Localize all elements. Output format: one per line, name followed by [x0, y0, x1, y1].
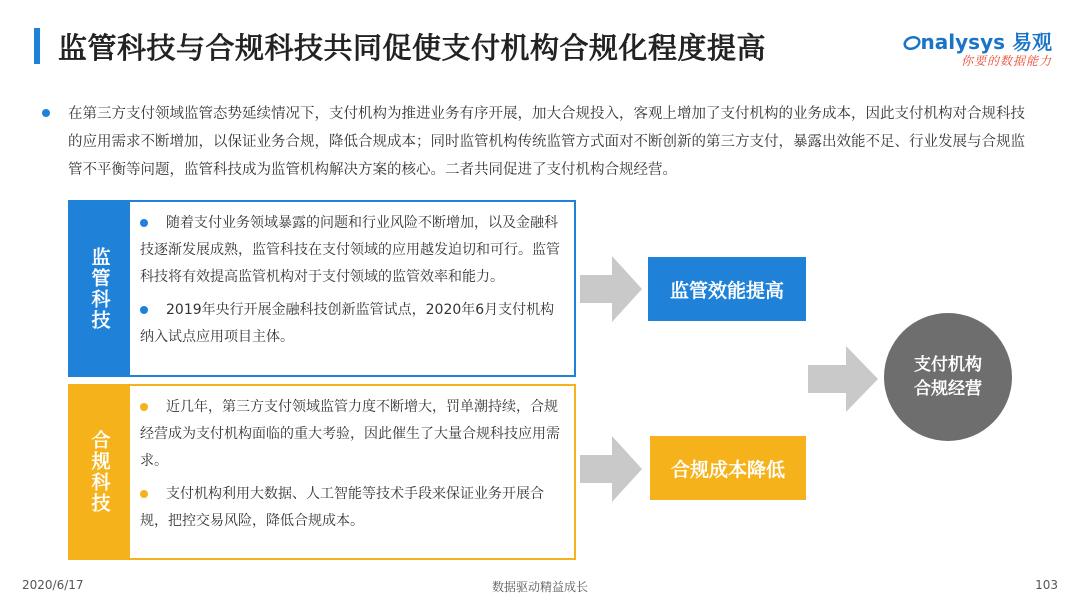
outcome-circle — [884, 313, 1012, 441]
bullet-text: 2019年央行开展金融科技创新监管试点，2020年6月支付机构纳入试点应用项目主体。 — [140, 302, 555, 345]
comptech-label: 合规科技 — [88, 430, 111, 514]
list-item — [140, 481, 562, 535]
list-item — [140, 297, 562, 351]
logo-tagline: 你要的数据能力 — [960, 54, 1052, 68]
regtech-label-panel — [70, 202, 130, 375]
regtech-result: 监管效能提高 — [648, 257, 806, 321]
logo-brand-cn: 易观 — [1012, 30, 1052, 54]
logo-brand: nalysys — [920, 30, 1006, 54]
regtech-label: 监管科技 — [88, 246, 111, 331]
arrow-right-icon — [580, 256, 642, 322]
comptech-result: 合规成本降低 — [650, 436, 806, 500]
regtech-box — [68, 200, 576, 377]
bullet-text: 随着支付业务领域暴露的问题和行业风险不断增加，以及金融科技逐渐发展成熟，监管科技在支付领域的应用越发迫切和可行。监管科技将有效提高监管机构对于支付领域的监管效率和能力。 — [140, 215, 560, 285]
bullet-dot-icon — [140, 490, 148, 498]
comptech-bullets — [140, 394, 562, 541]
comptech-label-panel — [70, 386, 130, 558]
list-item — [140, 210, 562, 291]
footer-slogan: 数据驱动精益成长 — [491, 580, 588, 594]
page-number: 103 — [1035, 578, 1058, 592]
bullet-text: 近几年，第三方支付领域监管力度不断增大，罚单潮持续，合规经营成为支付机构面临的重大考验，因此催生了大量合规科技应用需求。 — [140, 399, 560, 469]
analysys-logo — [912, 26, 1052, 74]
bullet-text: 支付机构利用大数据、人工智能等技术手段来保证业务开展合规，把控交易风险，降低合规成本。 — [140, 486, 544, 529]
bullet-dot-icon — [140, 219, 148, 227]
bullet-dot-icon — [140, 403, 148, 411]
arrow-right-icon — [580, 436, 642, 502]
page-title: 监管科技与合规科技共同促使支付机构合规化程度提高 — [58, 31, 767, 65]
list-item — [140, 394, 562, 475]
regtech-bullets — [140, 210, 562, 357]
logo-a-icon — [903, 34, 921, 50]
bullet-dot-icon — [140, 306, 148, 314]
arrow-right-icon — [808, 346, 878, 412]
logo-wordmark — [903, 26, 1052, 55]
outcome-line2: 合规经营 — [914, 379, 982, 399]
intro-paragraph — [42, 100, 1038, 184]
footer-date: 2020/6/17 — [22, 578, 84, 592]
intro-text: 在第三方支付领域监管态势延续情况下，支付机构为推进业务有序开展，加大合规投入，客观上增加了支付机构的业务成本，因此支付机构对合规科技的应用需求不断增加，以保证业务合规，降低合规成本；同时监管机构传统监管方式面对不断创新的第三方支付，暴露出效能不足、行业发展与合规监管不平衡等问题，监管科技成为监管机构解决方案的核心。二者共同促进了支付机构合规经营。 — [68, 106, 1025, 178]
outcome-line1: 支付机构 — [914, 355, 982, 375]
bullet-dot-icon — [42, 109, 50, 117]
comptech-box — [68, 384, 576, 560]
title-accent-bar — [34, 28, 40, 64]
